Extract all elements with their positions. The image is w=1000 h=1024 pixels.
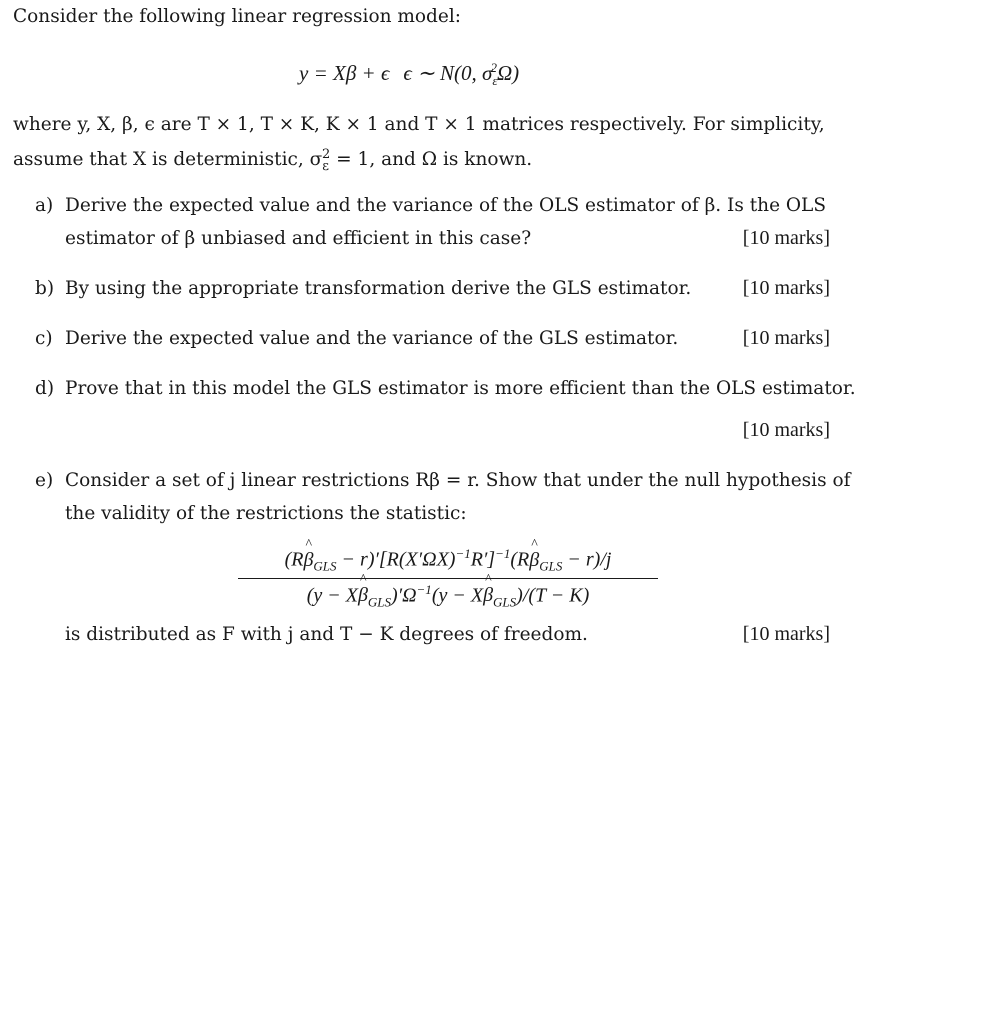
where-line-2-a: assume that X is deterministic, σ — [13, 149, 323, 171]
question-d-marks: [10 marks] — [742, 419, 830, 441]
den-inverse: −1 — [416, 581, 432, 597]
den-part-a: (y − X — [306, 584, 358, 607]
den-beta-hat-1: ^ β — [358, 584, 368, 606]
den-part-f: (y − X — [431, 584, 484, 607]
question-b-marks: [10 marks] — [742, 277, 830, 299]
question-e-line2: the validity of the restrictions the statistic: — [65, 503, 467, 524]
num-part-h: (R — [510, 548, 530, 571]
den-part-i: )/(T − K) — [516, 584, 590, 607]
num-part-d: − r)′[R(X′ΩX) — [336, 548, 456, 571]
f-statistic-numerator — [238, 546, 658, 579]
question-a-marks: [10 marks] — [742, 227, 830, 249]
num-part-k: − r)/j — [562, 548, 612, 571]
f-statistic-denominator — [238, 579, 658, 611]
where-line-1: where y, X, β, ϵ are T × 1, T × K, K × 1 and T × 1 matrices respectively. For simplicity, — [13, 114, 825, 135]
question-e-line3: is distributed as F with j and T − K degrees of freedom. — [65, 624, 588, 645]
question-c-line1: Derive the expected value and the variance of the GLS estimator. — [65, 328, 679, 349]
num-beta-hat-2: ^ β — [529, 549, 539, 571]
question-e-label: e) — [35, 470, 54, 491]
where-sigma-sub: ε — [322, 158, 329, 174]
num-part-f: R′] — [470, 548, 496, 571]
question-b-line1: By using the appropriate transformation derive the GLS estimator. — [65, 278, 692, 299]
where-sigma-sup: 2 — [322, 147, 331, 162]
intro-text: Consider the following linear regression model: — [13, 6, 461, 27]
num-beta-hat-1: ^ β — [303, 549, 313, 571]
question-a-label: a) — [35, 195, 54, 216]
question-c-label: c) — [35, 328, 53, 349]
den-beta-hat-2: ^ β — [483, 584, 493, 606]
model-equation-sigma-sup: 2 — [490, 60, 497, 75]
f-statistic-formula — [238, 546, 658, 610]
num-gls-sub-1: GLS — [313, 558, 337, 574]
question-d-label: d) — [35, 378, 55, 399]
model-equation-tail: Ω) — [496, 61, 520, 85]
where-line-2 — [13, 148, 532, 173]
question-b-label: b) — [35, 278, 55, 299]
num-inverse-1: −1 — [455, 546, 471, 561]
num-gls-sub-2: GLS — [539, 558, 563, 574]
model-equation-sigma-sub: ε — [492, 73, 498, 89]
den-gls-sub-1: GLS — [367, 594, 392, 610]
model-equation — [299, 61, 519, 87]
question-e-marks: [10 marks] — [742, 623, 830, 645]
question-a-line1: Derive the expected value and the variance of the OLS estimator of β. Is the OLS — [65, 195, 827, 216]
num-part-a: (R — [284, 548, 304, 571]
model-equation-rhs: ϵ ∼ N(0, σ — [403, 61, 493, 85]
where-line-2-b: = 1, and Ω is known. — [330, 149, 533, 171]
den-gls-sub-2: GLS — [493, 594, 517, 610]
question-d-line1: Prove that in this model the GLS estimator is more efficient than the OLS estimator. — [65, 378, 856, 399]
den-part-d: )′Ω — [391, 584, 417, 607]
question-c-marks: [10 marks] — [742, 327, 830, 349]
model-equation-lhs: y = Xβ + ϵ — [299, 61, 390, 85]
question-a-line2: estimator of β unbiased and efficient in this case? — [65, 228, 532, 249]
num-inverse-2: −1 — [495, 546, 511, 561]
question-e-line1: Consider a set of j linear restrictions Rβ = r. Show that under the null hypothesis of — [65, 470, 851, 491]
